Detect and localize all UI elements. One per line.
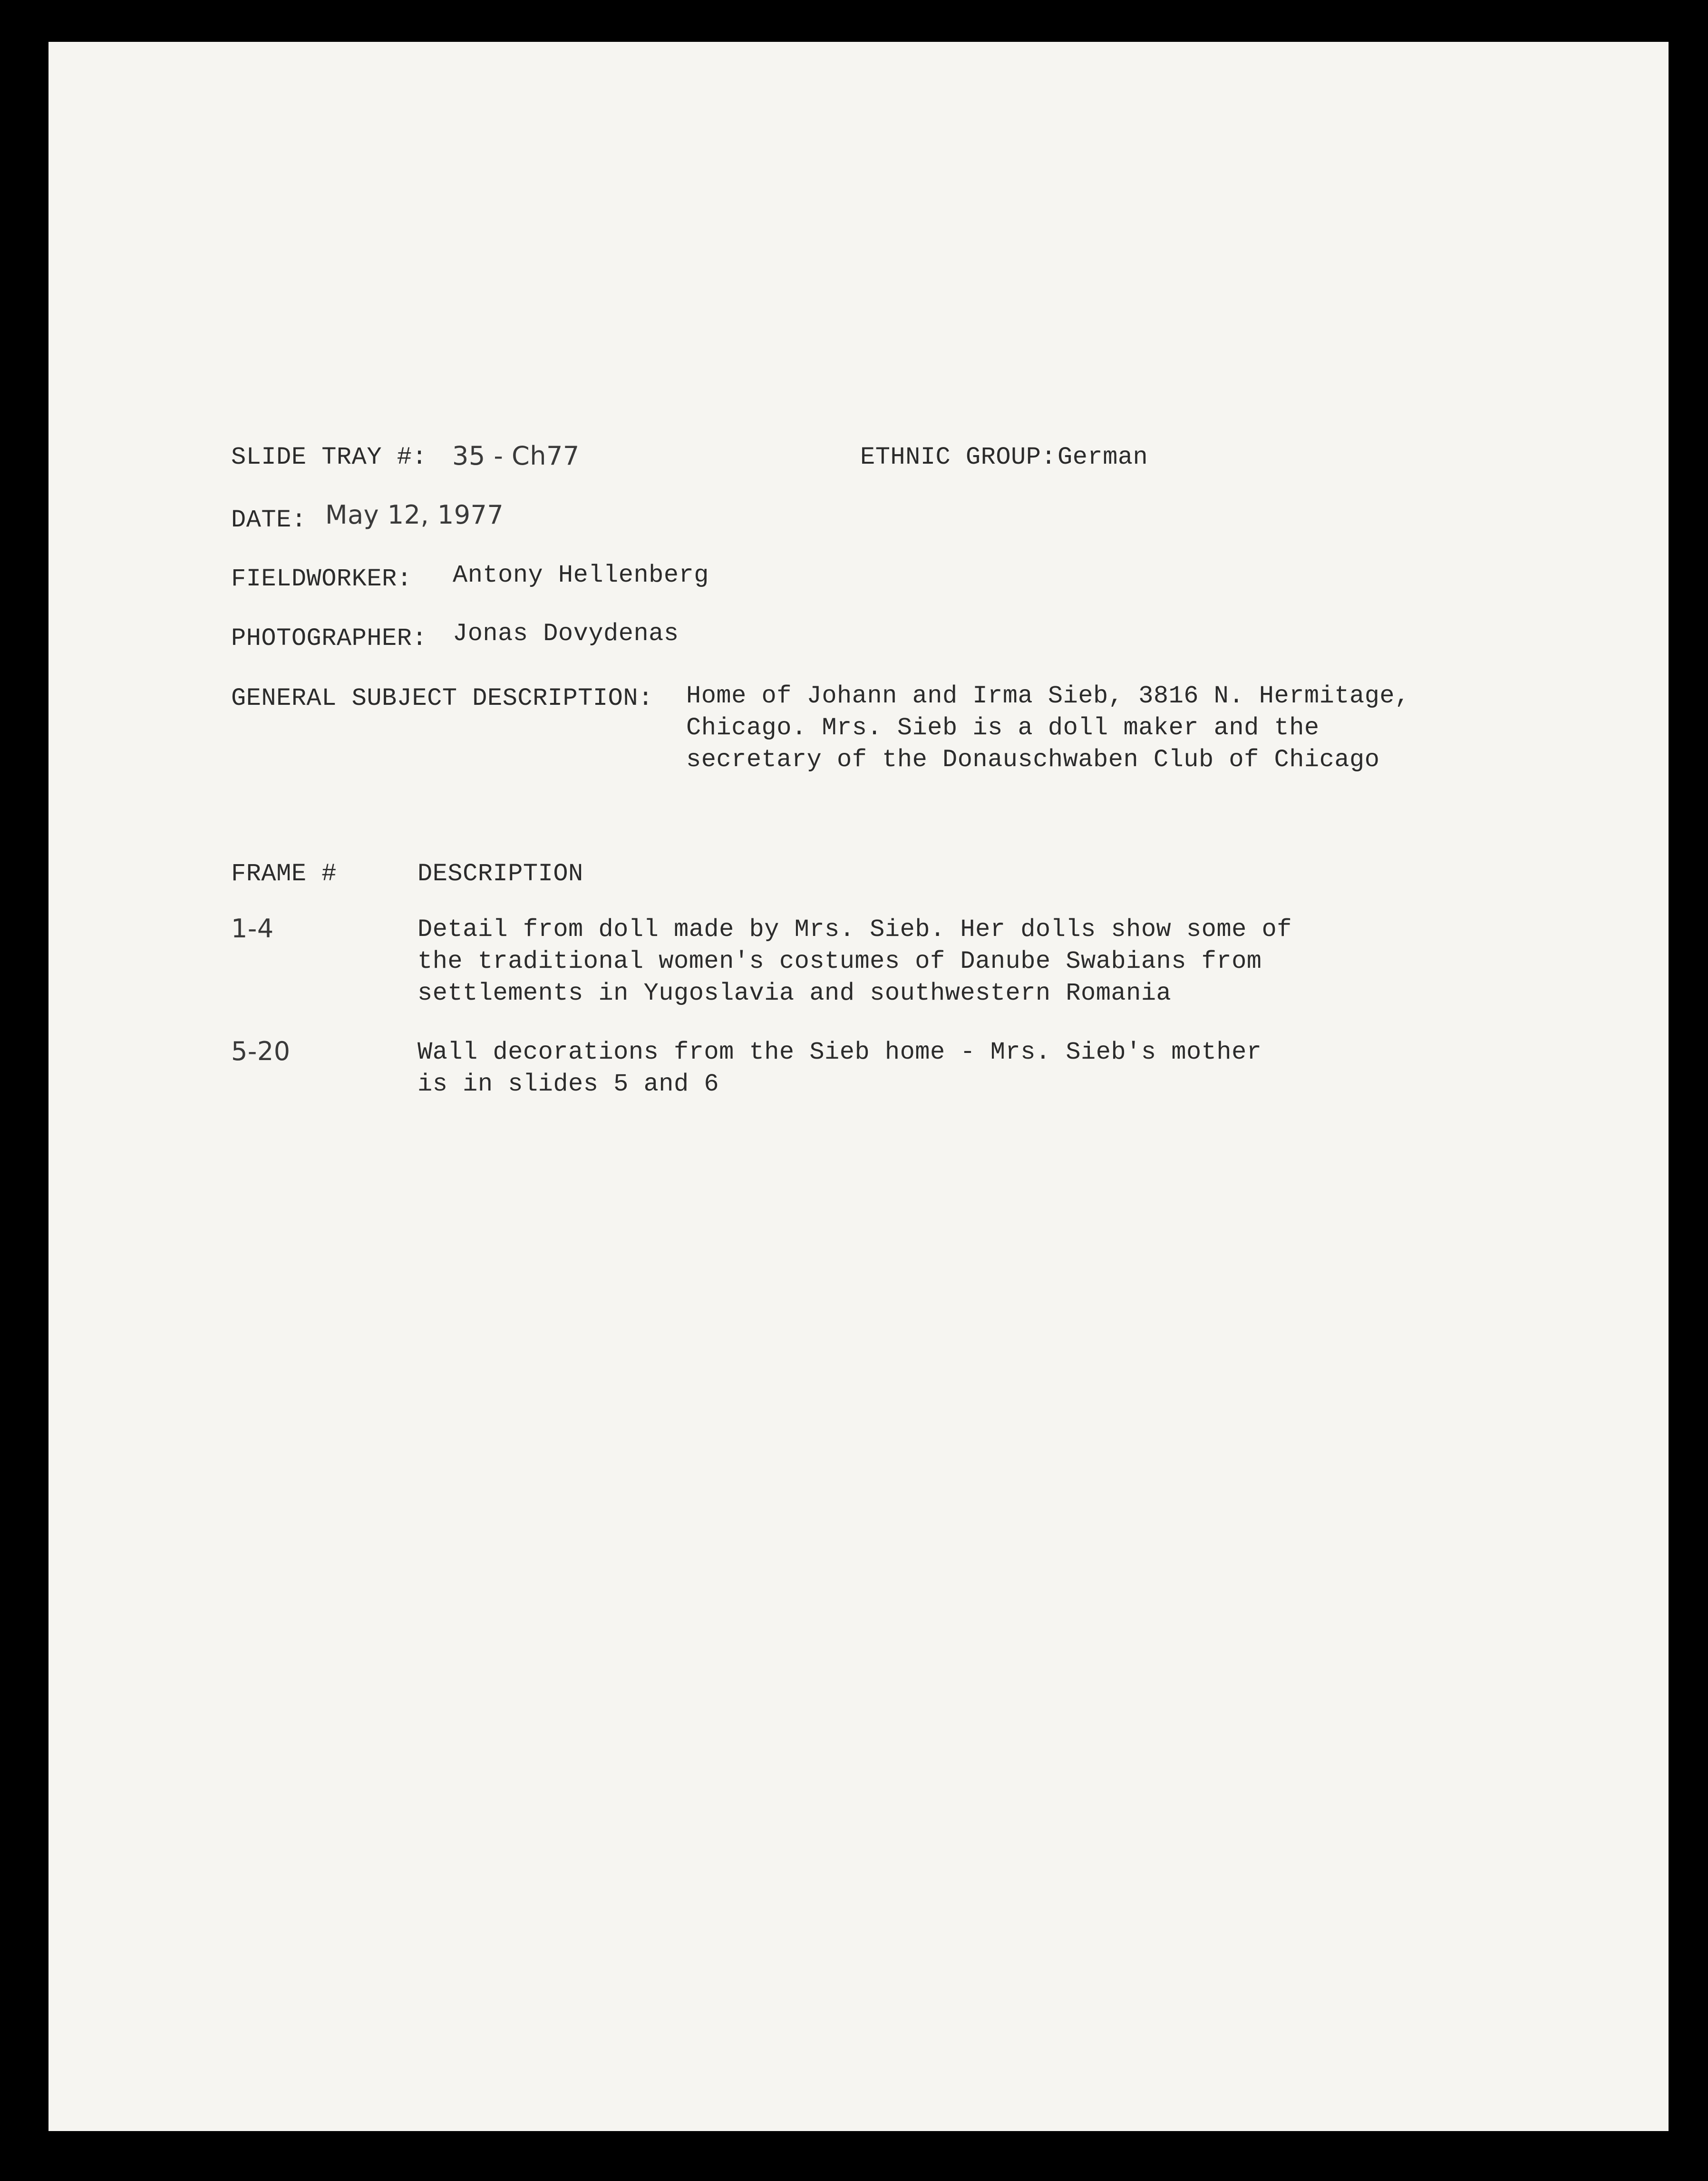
- frame-description-line: settlements in Yugoslavia and southwestern Romania: [417, 979, 1172, 1007]
- frame-number: 1-4: [231, 914, 274, 944]
- frame-description-line: Wall decorations from the Sieb home - Mrs. Sieb's mother: [417, 1038, 1262, 1066]
- frame-description-line: the traditional women's costumes of Danube Swabians from: [417, 947, 1262, 975]
- fieldworker-label: FIELDWORKER:: [231, 565, 412, 593]
- subject-label: GENERAL SUBJECT DESCRIPTION:: [231, 684, 653, 712]
- frame-number: 5-20: [231, 1036, 291, 1066]
- description-column-header: DESCRIPTION: [417, 860, 583, 888]
- date-label: DATE:: [231, 506, 307, 534]
- photographer-label: PHOTOGRAPHER:: [231, 624, 427, 652]
- slide-tray-label: SLIDE TRAY #:: [231, 443, 427, 471]
- fieldworker-value: Antony Hellenberg: [453, 561, 709, 589]
- ethnic-group-label: ETHNIC GROUP:: [860, 443, 1057, 471]
- ethnic-group-value: German: [1058, 443, 1148, 471]
- frame-column-header: FRAME #: [231, 860, 337, 888]
- subject-line: secretary of the Donauschwaben Club of Chicago: [686, 746, 1380, 774]
- subject-line: Chicago. Mrs. Sieb is a doll maker and the: [686, 714, 1320, 742]
- frame-description-line: Detail from doll made by Mrs. Sieb. Her dolls show some of: [417, 915, 1292, 944]
- frame-description-line: is in slides 5 and 6: [417, 1070, 719, 1098]
- date-value: May 12, 1977: [325, 500, 504, 530]
- subject-line: Home of Johann and Irma Sieb, 3816 N. Hermitage,: [686, 682, 1410, 710]
- slide-tray-value: 35 - Ch77: [452, 441, 580, 471]
- photographer-value: Jonas Dovydenas: [453, 620, 679, 648]
- document-page: [49, 42, 1669, 2131]
